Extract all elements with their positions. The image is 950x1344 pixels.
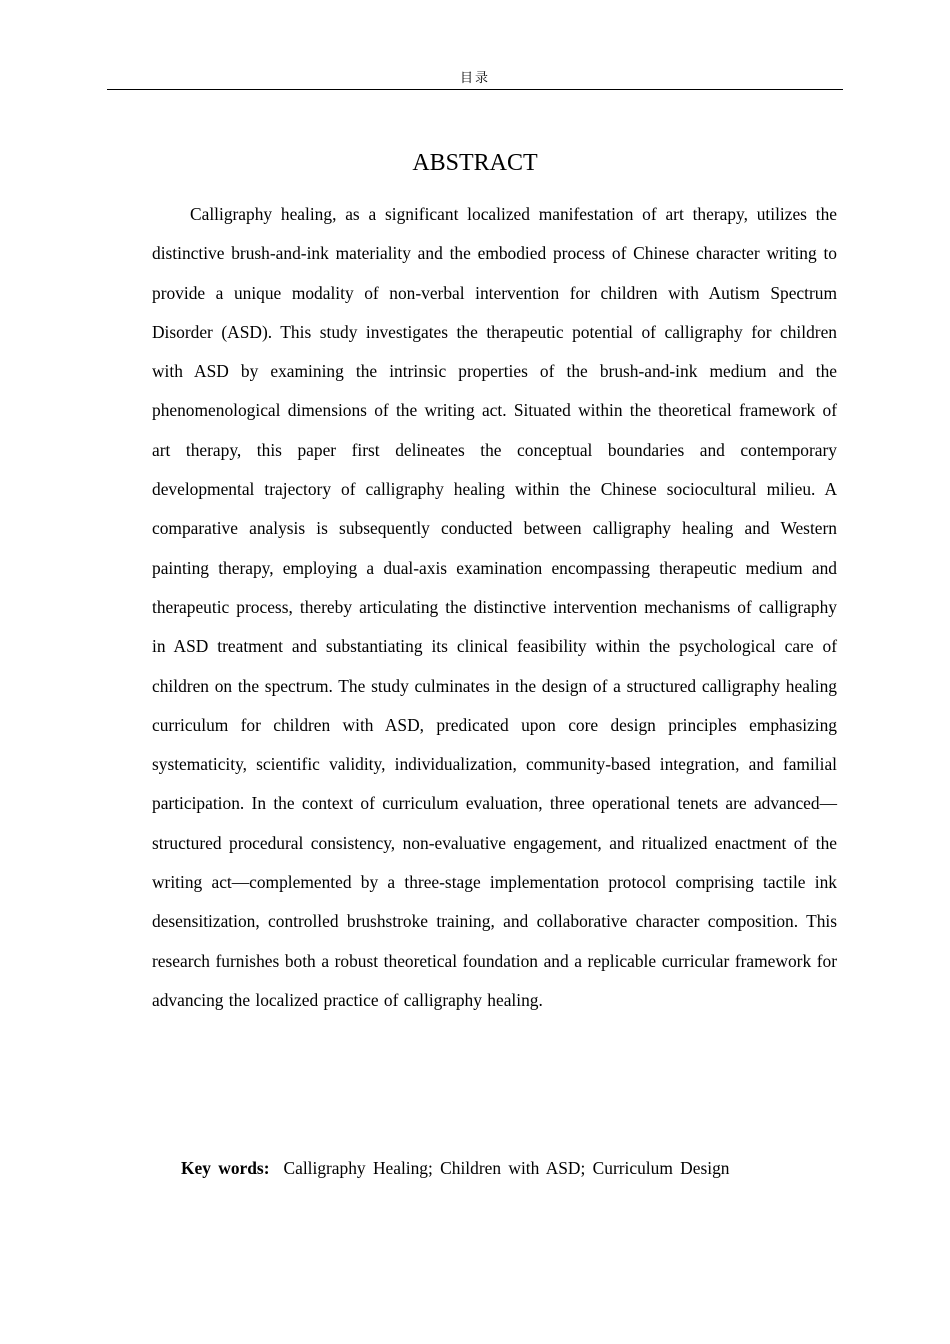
keywords-text: Calligraphy Healing; Children with ASD; Curriculum Design (283, 1158, 730, 1178)
abstract-title: ABSTRACT (412, 150, 538, 176)
running-header: 目录 (459, 71, 490, 86)
abstract-body: Calligraphy healing, as a significant localized manifestation of art therapy, utilizes the distinctive brush-and-ink materiality and the embodied process of Chinese character writing to provide a unique modality of non-verbal intervention for children with Autism Spectrum Disorder (ASD). This study investigates the therapeutic potential of calligraphy for children with ASD by examining the intrinsic properties of the brush-and-ink medium and the phenomenological dimensions of the writing act. Situated within the theoretical framework of art therapy, this paper first delineates the conceptual boundaries and contemporary developmental trajectory of calligraphy healing within the Chinese sociocultural milieu. A comparative analysis is subsequently conducted between calligraphy healing and Western painting therapy, employing a dual-axis examination encompassing therapeutic medium and therapeutic process, thereby articulating the distinctive intervention mechanisms of calligraphy in ASD treatment and substantiating its clinical feasibility within the psychological care of children on the spectrum. The study culminates in the design of a structured calligraphy healing curriculum for children with ASD, predicated upon core design principles emphasizing systematicity, scientific validity, individualization, community-based integration, and familial participation. In the context of curriculum evaluation, three operational tenets are advanced—structured procedural consistency, non-evaluative engagement, and ritualized enactment of the writing act—complemented by a three-stage implementation protocol comprising tactile ink desensitization, controlled brushstroke training, and collaborative character composition. This research furnishes both a robust theoretical foundation and a replicable curricular framework for advancing the localized practice of calligraphy healing. (152, 204, 837, 1010)
header-rule (107, 89, 843, 90)
keywords-label: Key words: (181, 1158, 270, 1178)
keywords-line (181, 1152, 841, 1184)
